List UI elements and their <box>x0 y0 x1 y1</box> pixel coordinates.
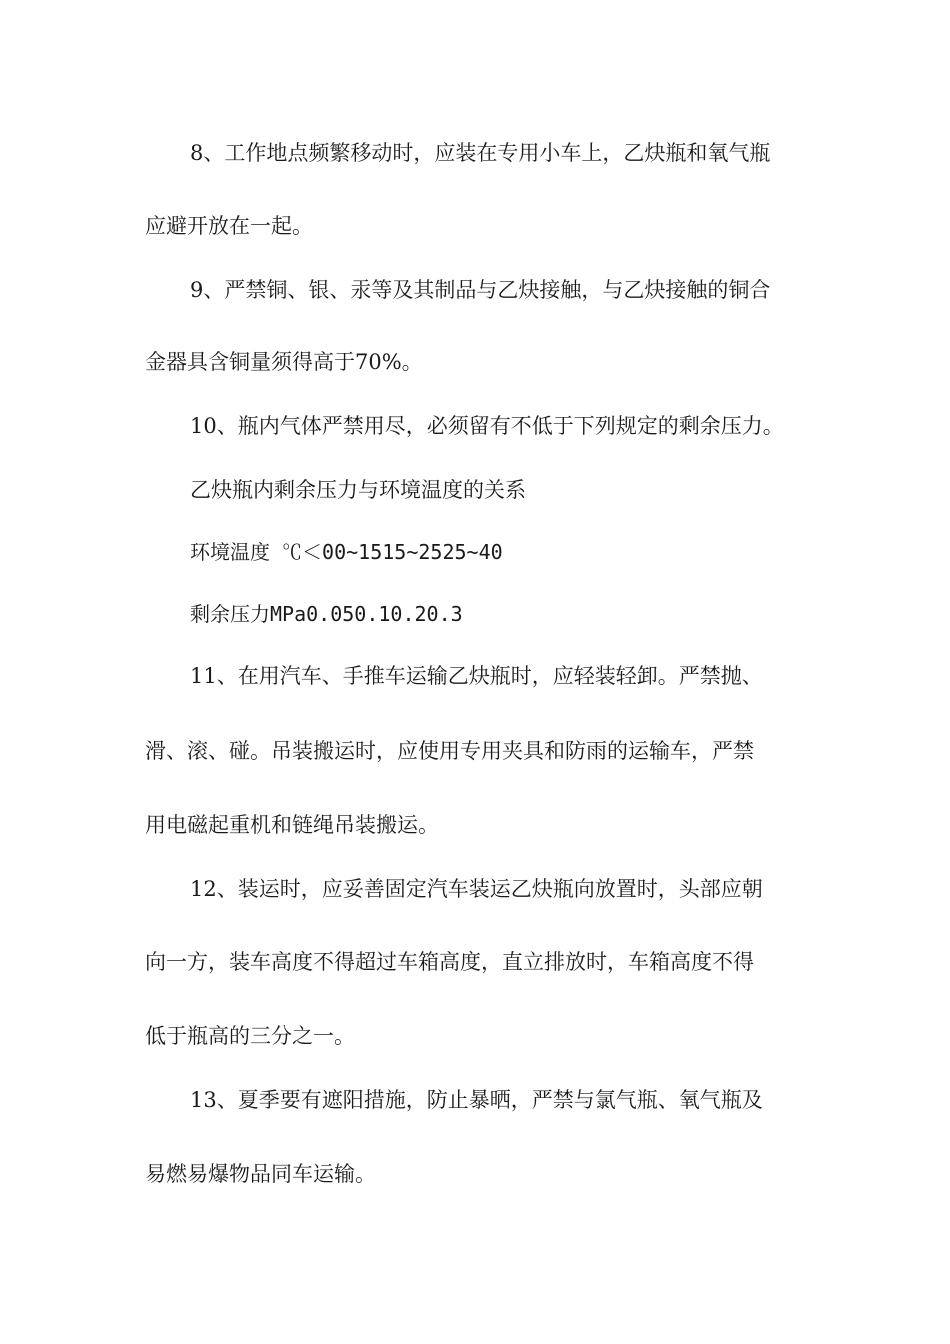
paragraph-12-line-2: 向一方，装车高度不得超过车箱高度，直立排放时，车箱高度不得 <box>145 950 754 974</box>
paragraph-8-line-1: 8、工作地点频繁移动时，应装在专用小车上，乙炔瓶和氧气瓶 <box>190 141 771 165</box>
paragraph-11-line-1: 11、在用汽车、手推车运输乙炔瓶时，应轻装轻卸。严禁抛、 <box>190 664 763 688</box>
paragraph-9-line-1: 9、严禁铜、银、汞等及其制品与乙炔接触，与乙炔接触的铜合 <box>190 278 771 302</box>
paragraph-12-line-1: 12、装运时，应妥善固定汽车装运乙炔瓶向放置时，头部应朝 <box>190 877 763 901</box>
paragraph-13-line-1: 13、夏季要有遮阳措施，防止暴晒，严禁与氯气瓶、氧气瓶及 <box>190 1088 763 1112</box>
paragraph-11-line-2: 滑、滚、碰。吊装搬运时，应使用专用夹具和防雨的运输车，严禁 <box>145 739 754 763</box>
table-row-pressure: 剩余压力MPa0.050.10.20.3 <box>190 602 463 626</box>
paragraph-13-line-2: 易燃易爆物品同车运输。 <box>145 1162 376 1186</box>
paragraph-9-line-2: 金器具含铜量须得高于70%。 <box>145 350 423 374</box>
paragraph-11-line-3: 用电磁起重机和链绳吊装搬运。 <box>145 813 439 837</box>
paragraph-12-line-3: 低于瓶高的三分之一。 <box>145 1024 355 1048</box>
paragraph-10-line-1: 10、瓶内气体严禁用尽，必须留有不低于下列规定的剩余压力。 <box>190 414 784 438</box>
paragraph-8-line-2: 应避开放在一起。 <box>145 214 313 238</box>
table-row-temperature: 环境温度 ℃＜00~1515~2525~40 <box>190 540 503 564</box>
table-caption: 乙炔瓶内剩余压力与环境温度的关系 <box>190 478 526 502</box>
